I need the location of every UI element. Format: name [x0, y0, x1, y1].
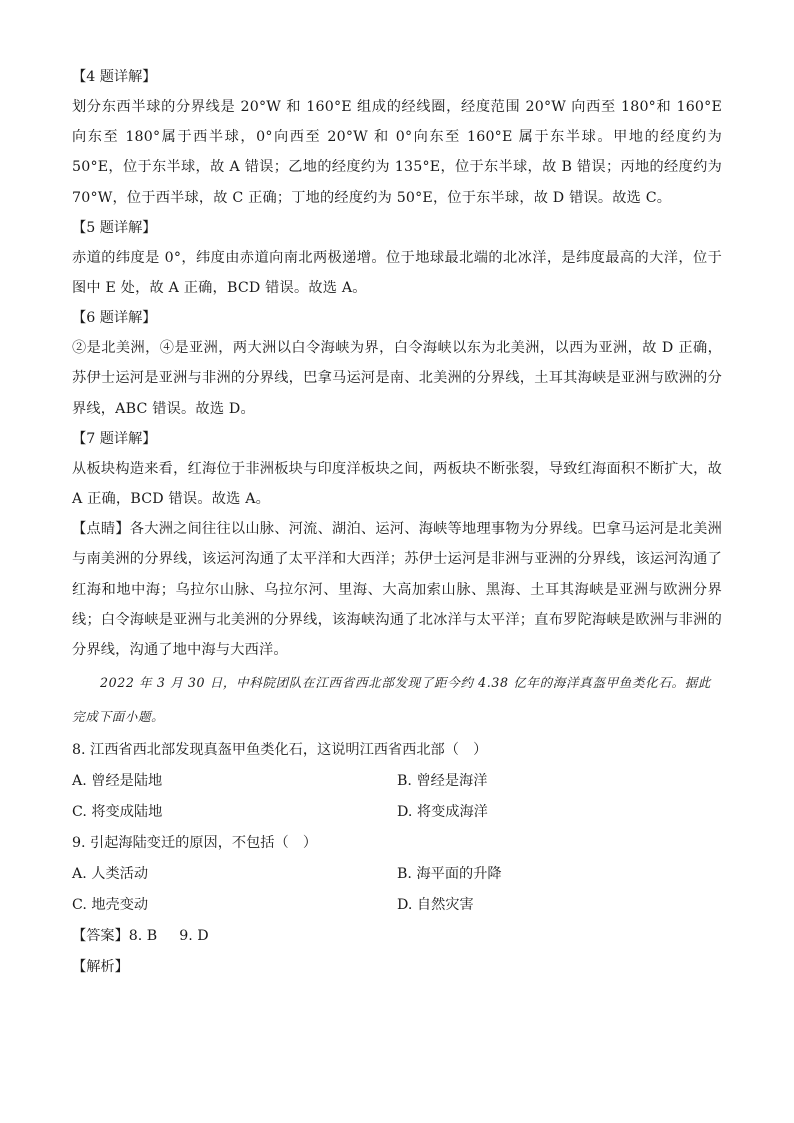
question-9-stem: 9. 引起海陆变迁的原因，不包括（ ）	[72, 835, 318, 852]
answer-label: 【答案】	[72, 928, 129, 945]
answer-line	[72, 921, 722, 952]
question-8-stem: 8. 江西省西北部发现真盔甲鱼类化石，这说明江西省西北部（ ）	[72, 742, 488, 759]
highlight-label: 【点睛】	[72, 521, 130, 538]
document-page	[72, 62, 722, 983]
section-7-body: 从板块构造来看，红海位于非洲板块与印度洋板块之间，两板块不断张裂，导致红海面积不断扩大，故 A 正确，BCD 错误。故选 A。	[72, 460, 722, 508]
question-8-option-a: A. 曾经是陆地	[72, 773, 163, 790]
question-9-option-a: A. 人类活动	[72, 866, 149, 883]
question-9-option-d: D. 自然灾害	[397, 897, 474, 914]
question-9-options-row-1	[72, 859, 722, 890]
section-4-heading: 【4 题详解】	[72, 69, 157, 85]
question-8-option-c: C. 将变成陆地	[72, 804, 163, 821]
section-6-heading: 【6 题详解】	[72, 310, 157, 327]
question-8-option-b: B. 曾经是海洋	[397, 773, 488, 790]
question-8-options-row-2	[72, 797, 722, 828]
question-9-option-c: C. 地壳变动	[72, 897, 149, 914]
question-9-options-row-2	[72, 890, 722, 921]
question-9-option-b: B. 海平面的升降	[397, 866, 502, 883]
answer-9: 9. D	[179, 928, 209, 945]
highlight-paragraph	[72, 514, 722, 665]
intro-line-1: 2022 年 3 月 30 日，中科院团队在江西省西北部发现了距今约 4.38 亿年的海洋真盔甲鱼类化石。据此	[100, 675, 712, 691]
answer-8: 8. B	[128, 928, 158, 945]
section-6-body: ②是北美洲，④是亚洲，两大洲以白令海峡为界，白令海峡以东为北美洲，以西为亚洲，故 D 正确，苏伊士运河是亚洲与非洲的分界线，巴拿马运河是南、北美洲的分界线，土耳其海峡是亚洲与欧洲的分界线，ABC 错误。故选 D。	[72, 340, 722, 417]
analysis-label: 【解析】	[72, 959, 129, 976]
section-4-body: 划分东西半球的分界线是 20°W 和 160°E 组成的经线圈，经度范围 20°W 向西至 180°和 160°E 向东至 180°属于西半球，0°向西至 20°W 和 0°向东至 160°E 属于东半球。甲地的经度约为 50°E，位于东半球，故 A 错误；乙地的经度约为 135°E，位于东半球，故 B 错误；丙地的经度约为 70°W，位于西半球，故 C 正确；丁地的经度约为 50°E，位于东半球，故 D 错误。故选 C。	[72, 99, 722, 206]
highlight-body: 各大洲之间往往以山脉、河流、湖泊、运河、海峡等地理事物为分界线。巴拿马运河是北美洲与南美洲的分界线，该运河沟通了太平洋和大西洋；苏伊士运河是非洲与亚洲的分界线，该运河沟通了红海和地中海；乌拉尔山脉、乌拉尔河、里海、大高加索山脉、黑海、土耳其海峡是亚洲与欧洲分界线；白令海峡是亚洲与北美洲的分界线，该海峡沟通了北冰洋与太平洋；直布罗陀海峡是欧洲与非洲的分界线，沟通了地中海与大西洋。	[72, 521, 723, 659]
section-5-heading: 【5 题详解】	[72, 219, 157, 236]
question-8-option-d: D. 将变成海洋	[397, 804, 488, 821]
section-7-heading: 【7 题详解】	[72, 430, 157, 447]
question-8-options-row-1	[72, 766, 722, 797]
section-5-body: 赤道的纬度是 0°，纬度由赤道向南北两极递增。位于地球最北端的北冰洋，是纬度最高的大洋，位于图中 E 处，故 A 正确，BCD 错误。故选 A。	[72, 249, 722, 297]
intro-line-2: 完成下面小题。	[72, 709, 165, 725]
